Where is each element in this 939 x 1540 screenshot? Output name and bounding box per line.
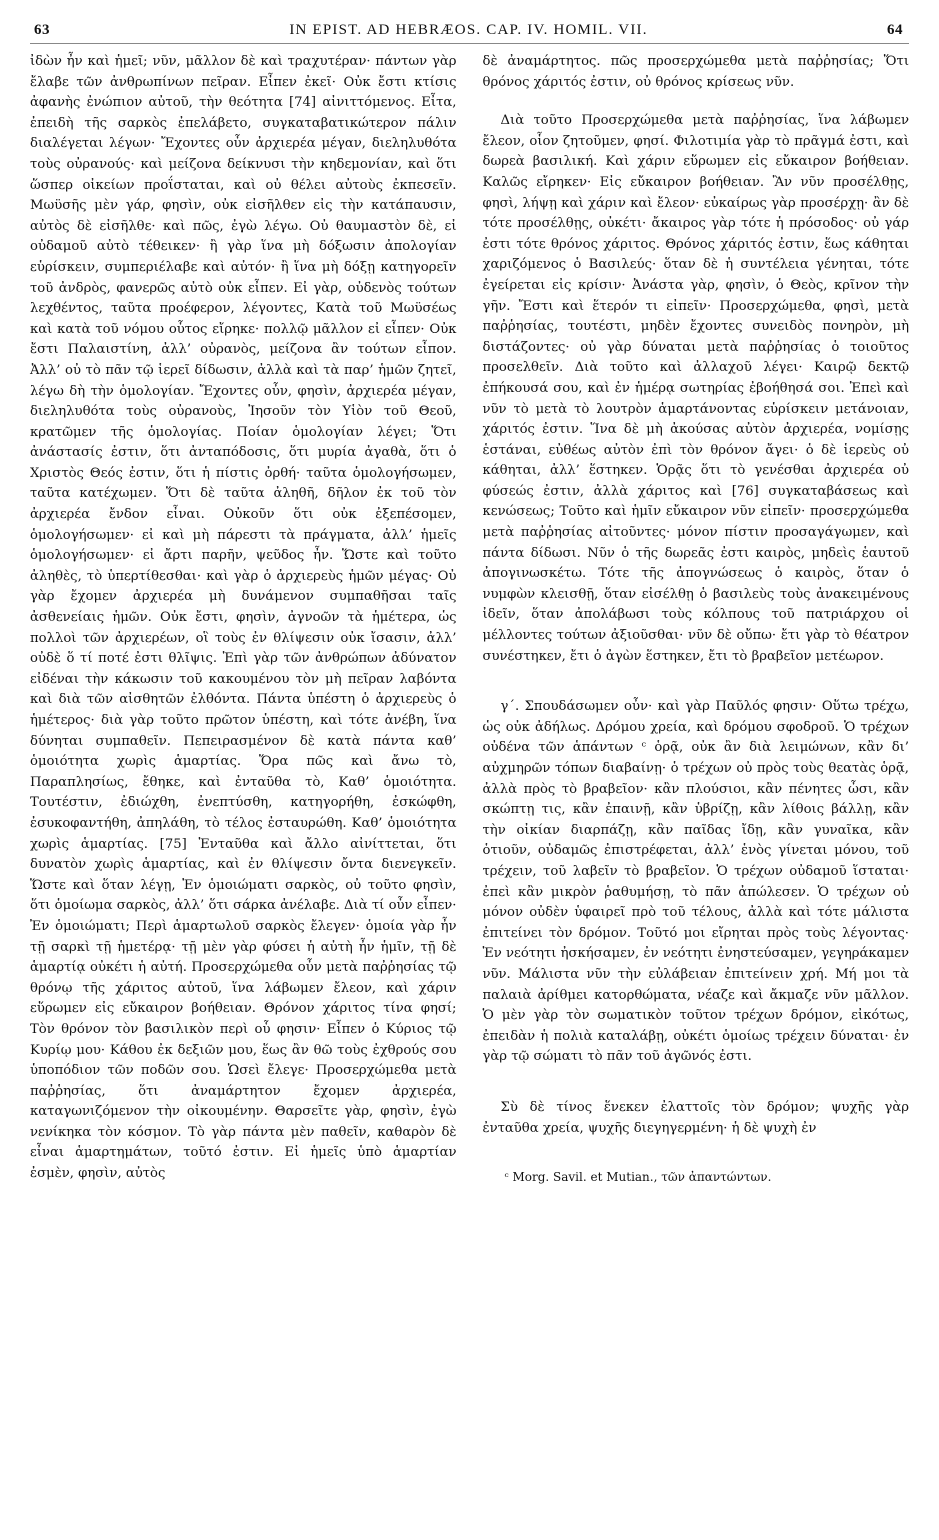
running-header bbox=[30, 22, 909, 44]
left-paragraph-1: ἰδὼν ἦν καὶ ἡμεῖ; νῦν, μᾶλλον δὲ καὶ τραχυτέραν· πάντων γὰρ ἔλαβε τῶν ἀνθρωπίνων πεῖραν. Εἶπεν ἐκεῖ· Οὐκ ἔστι κτίσις ἀφανὴς ἐνώπιον αὐτοῦ, τὴν θεότητα [74] αἰνιττόμενος. Εἶτα, ἐπειδὴ τῆς σαρκὸς ἐπελάβετο, συγκαταβατικώτερον πάλιν διαλέγεται λέγων· Ἔχοντες οὖν ἀρχιερέα μέγαν, διεληλυθότα τοὺς οὐρανούς· καὶ μείζονα δείκνυσι τὴν κηδεμονίαν, καὶ ὅτι ὥσπερ οἰκείων προΐσταται, καὶ οὐ θέλει αὐτοὺς ἐκπεσεῖν. Μωϋσῆς μὲν γάρ, φησὶν, οὐκ εἰσῆλθεν εἰς τὴν κατάπαυσιν, αὐτὸς δὲ εἰσῆλθε· καὶ πῶς, ἐγὼ λέγω. Οὐ θαυμαστὸν δὲ, εἰ οὐδαμοῦ αὐτὸ τέθεικεν· ἢ γὰρ ἵνα μὴ δόξωσιν ἀπολογίαν εὑρίσκειν, συμπεριέλαβε καὶ αὐτόν· ἢ ἵνα μὴ δόξῃ κατηγορεῖν τοῦ ἀνδρὸς, φανερῶς αὐτὸ οὐκ εἶπεν. Εἰ γὰρ, οὐδενὸς τούτων λεχθέντος, ταῦτα προέφερον, λέγοντες, Κατὰ τοῦ Μωϋσέως καὶ κατὰ τοῦ νόμου οὗτος εἴρηκε· πολλῷ μᾶλλον εἰ εἶπεν· Οὐκ ἔστι Παλαιστίνη, ἀλλ’ οὐρανὸς, μείζονα ἂν τούτων εἶπον. Ἀλλ’ οὐ τὸ πᾶν τῷ ἱερεῖ δίδωσιν, ἀλλὰ καὶ τὰ παρ’ ἡμῶν ζητεῖ, λέγω δὴ τὴν ὁμολογίαν. Ἔχοντες οὖν, φησὶν, ἀρχιερέα μέγαν, διεληλυθότα τοὺς οὐρανοὺς, Ἰησοῦν τὸν Υἱὸν τοῦ Θεοῦ, κρατῶμεν τῆς ὁμολογίας. Ποίαν ὁμολογίαν λέγει; Ὅτι ἀνάστασίς ἐστιν, ὅτι ἀνταπόδοσις, ὅτι μυρία ἀγαθὰ, ὅτι ὁ Χριστὸς Θεός ἐστιν, ὅτι ἡ πίστις ὀρθή· ταῦτα ὁμολογήσωμεν, ταῦτα κατέχωμεν. Ὅτι δὲ ταῦτα ἀληθῆ, δῆλον ἐκ τοῦ τὸν ἀρχιερέα ἔνδον εἶναι. Οὐκοῦν ὅτι οὐκ ἐξεπέσομεν, ὁμολογήσωμεν· εἰ καὶ μὴ πάρεστι τὰ πράγματα, ἀλλ’ ἡμεῖς ὁμολογήσωμεν· εἰ ἄρτι παρῆν, ψεῦδος ἦν. Ὥστε καὶ τοῦτο ἀληθὲς, τὸ ὑπερτίθεσθαι· καὶ γὰρ ὁ ἀρχιερεὺς ἡμῶν μέγας· Οὐ γὰρ ἔχομεν ἀρχιερέα μὴ δυνάμενον συμπαθῆσαι ταῖς ἀσθενείαις ἡμῶν. Οὐκ ἔστι, φησὶν, ἀγνοῶν τὰ ἡμέτερα, ὡς πολλοὶ τῶν ἀρχιερέων, οἳ τοὺς ἐν θλίψεσιν οὐκ ἴσασιν, ἀλλ’ οὐδὲ ὅ τί ποτέ ἐστι θλῖψις. Ἐπὶ γὰρ τῶν ἀνθρώπων ἀδύνατον εἰδέναι τὴν κάκωσιν τοῦ κακουμένου τὸν μὴ πεῖραν λαβόντα καὶ διὰ τῶν αἰσθητῶν ἐλθόντα. Πάντα ὑπέστη ὁ ἀρχιερεὺς ὁ ἡμέτερος· διὰ γὰρ τοῦτο πρῶτον ὑπέστη, καὶ τότε ἀνέβη, ἵνα δύνηται συμπαθεῖν. Πεπειρασμένον δὲ κατὰ πάντα καθ’ ὁμοιότητα χωρὶς ἁμαρτίας. Ὅρα πῶς καὶ ἄνω τὸ, Παραπλησίως, ἔθηκε, καὶ ἐνταῦθα τὸ, Καθ’ ὁμοιότητα. Τουτέστιν, ἐδιώχθη, ἐνεπτύσθη, κατηγορήθη, ἐσκώφθη, ἐσυκοφαντήθη, ἀπηλάθη, τὸ τέλος ἐσταυρώθη. Καθ’ ὁμοιότητα χωρὶς ἁμαρτίας. [75] Ἐνταῦθα καὶ ἄλλο αἰνίττεται, ὅτι δυνατὸν χωρὶς ἁμαρτίας, καὶ ἐν θλίψεσιν ὄντα διενεγκεῖν. Ὥστε καὶ ὅταν λέγῃ, Ἐν ὁμοιώματι σαρκὸς, οὐ τοῦτο φησὶν, ὅτι ὁμοίωμα σαρκὸς, ἀλλ’ ὅτι σάρκα ἀνέλαβε. Διὰ τί οὖν εἶπεν· Ἐν ὁμοιώματι; Περὶ ἁμαρτωλοῦ σαρκὸς ἔλεγεν· ὁμοία γὰρ ἦν τῇ σαρκὶ τῇ ἡμετέρᾳ· τῇ μὲν γὰρ φύσει ἡ αὐτὴ ἦν ἡμῖν, τῇ δὲ ἁμαρτίᾳ οὐκέτι ἡ αὐτή. Προσερχώμεθα οὖν μετὰ παῤῥησίας τῷ θρόνῳ τῆς χάριτος αὐτοῦ, ἵνα λάβωμεν ἔλεον, καὶ χάριν εὕρωμεν εἰς εὔκαιρον βοήθειαν. Θρόνον χάριτος τίνα φησί; Τὸν θρόνον τὸν βασιλικὸν περὶ οὗ φησιν· Εἶπεν ὁ Κύριος τῷ Κυρίῳ μου· Κάθου ἐκ δεξιῶν μου, ἕως ἂν θῶ τοὺς ἐχθρούς σου ὑποπόδιον τῶν ποδῶν σου. Ὡσεὶ ἔλεγε· Προσερχώμεθα μετὰ παῤῥησίας, ὅτι ἀναμάρτητον ἔχομεν ἀρχιερέα, καταγωνιζόμενον τὴν οἰκουμένην. Θαρσεῖτε γὰρ, φησὶν, ἐγὼ νενίκηκα τὸν κόσμον. Τὸ γὰρ πάντα μὲν παθεῖν, καθαρὸν δὲ εἶναι ἁμαρτημάτων, τοῦτό ἐστιν. Εἰ ἡμεῖς ὑπὸ ἁμαρτίαν ἐσμὲν, φησὶν, αὐτὸς bbox=[30, 54, 457, 1182]
right-paragraph-4: Σὺ δὲ τίνος ἕνεκεν ἐλαττοῖς τὸν δρόμον; ψυχῆς γὰρ ἐνταῦθα χρεία, ψυχῆς διεγηγερμένη· ἡ δὲ ψυχὴ ἐν bbox=[482, 1099, 909, 1136]
running-title: IN EPIST. AD HEBRÆOS. CAP. IV. HOMIL. VII. bbox=[289, 22, 648, 38]
right-paragraph-1: δὲ ἀναμάρτητος. πῶς προσερχώμεθα μετὰ παῤῥησίας; Ὅτι θρόνος χάριτός ἐστιν, οὐ θρόνος κρίσεως νῦν. bbox=[482, 54, 909, 90]
left-page-number: 63 bbox=[34, 22, 50, 38]
text-columns bbox=[30, 52, 909, 1185]
footnote: ᶜ Morg. Savil. et Mutian., τῶν ἀπαντώντων. bbox=[504, 1170, 772, 1185]
right-paragraph-3: γ΄. Σπουδάσωμεν οὖν· καὶ γὰρ Παῦλός φησιν· Οὕτω τρέχω, ὡς οὐκ ἀδήλως. Δρόμου χρεία, καὶ δρόμου σφοδροῦ. Ὁ τρέχων οὐδένα τῶν ἁπάντων ᶜ ὁρᾷ, οὐκ ἂν διὰ λειμώνων, κἂν δι’ αὐχμηρῶν τόπων διαβαίνῃ· ὁ τρέχων οὐ πρὸς τοὺς θεατὰς ὁρᾷ, ἀλλὰ πρὸς τὸ βραβεῖον· κἂν πλούσιοι, κἂν πένητες ὦσι, κἂν σκώπτῃ τις, κἂν ἐπαινῇ, κἂν ὑβρίζῃ, κἂν λίθοις βάλλῃ, κἂν τὴν οἰκίαν διαρπάζῃ, κἂν παῖδας ἴδῃ, κἂν γυναῖκα, κἂν ὁτιοῦν, οὐδαμῶς ἐπιστρέφεται, ἀλλ’ ἑνὸς γίνεται μόνου, τοῦ τρέχειν, τοῦ λαβεῖν τὸ βραβεῖον. Ὁ τρέχων οὐδαμοῦ ἵσταται· ἐπεὶ κἂν μικρὸν ῥαθυμήσῃ, τὸ πᾶν ἀπώλεσεν. Ὁ τρέχων οὐ μόνον οὐδὲν ὑφαιρεῖ πρὸ τοῦ τέλους, ἀλλὰ καὶ τότε μάλιστα ἐπιτείνει τὸν δρόμον. Τοῦτό μοι εἴρηται πρὸς τοὺς λέγοντας· Ἐν νεότητι ἠσκήσαμεν, ἐν νεότητι ἐνηστεύσαμεν, γεγηράκαμεν νῦν. Μάλιστα νῦν τὴν εὐλάβειαν ἐπιτείνειν χρή. Μή μοι τὰ παλαιὰ ἀρίθμει κατορθώματα, νέαζε καὶ ἄκμαζε νῦν μᾶλλον. Ὁ μὲν γὰρ τὸν σωματικὸν τοῦτον τρέχων δρόμον, εἰκότως, ἐπειδὰν ἡ πολιὰ καταλάβῃ, οὐκέτι ὁμοίως τρέχειν δύναται· ἐν γὰρ τῷ σώματι τὸ πᾶν τοῦ ἀγῶνός ἐστι. bbox=[482, 699, 909, 1065]
right-column bbox=[483, 52, 910, 1185]
right-page-number: 64 bbox=[886, 22, 903, 38]
right-paragraph-2: Διὰ τοῦτο Προσερχώμεθα μετὰ παῤῥησίας, ἵνα λάβωμεν ἔλεον, οἷον ζητοῦμεν, φησί. Φιλοτιμία γὰρ τὸ πρᾶγμά ἐστι, καὶ δωρεὰ βασιλική. Καὶ χάριν εὕρωμεν εἰς εὔκαιρον βοήθειαν. Καλῶς εἴρηκεν· Εἰς εὔκαιρον βοήθειαν. Ἂν νῦν προσέλθῃς, φησὶ, λήψῃ καὶ χάριν καὶ ἔλεον· εὐκαίρως γὰρ προσέρχῃ· ἂν δὲ τότε προσέλθῃς, οὐκέτι· ἄκαιρος γὰρ τότε ἡ πρόσοδος· οὐ γάρ ἐστι τότε θρόνος χάριτος. Θρόνος χάριτός ἐστιν, ἕως κάθηται χαριζόμενος ὁ Βασιλεύς· ὅταν δὲ ἡ συντέλεια γένηται, τότε ἐγείρεται εἰς κρίσιν· Ἀνάστα γὰρ, φησὶν, ὁ Θεὸς, κρῖνον τὴν γῆν. Ἔστι καὶ ἕτερόν τι εἰπεῖν· Προσερχώμεθα, φησὶ, μετὰ παῤῥησίας, τουτέστι, μηδὲν ἔχοντες συνειδὸς πονηρὸν, μὴ διστάζοντες· οὐ γὰρ δύναται μετὰ παῤῥησίας ὁ τοιοῦτος προσελθεῖν. Διὰ τοῦτο καὶ ἀλλαχοῦ λέγει· Καιρῷ δεκτῷ ἐπήκουσά σου, καὶ ἐν ἡμέρᾳ σωτηρίας ἐβοήθησά σοι. Ἐπεὶ καὶ νῦν τὸ μετὰ τὸ λουτρὸν ἁμαρτάνοντας εὑρίσκειν μετάνοιαν, χάριτός ἐστιν. Ἵνα δὲ μὴ ἀκούσας αὐτὸν ἀρχιερέα, νομίσῃς ἑστάναι, εὐθέως αὐτὸν ἐπὶ τὸν θρόνον ἄγει· ὁ δὲ ἱερεὺς οὐ κάθηται, ἀλλ’ ἕστηκεν. Ὁρᾷς ὅτι τὸ γενέσθαι ἀρχιερέα οὐ φύσεώς ἐστιν, ἀλλὰ χάριτος καὶ [76] συγκαταβάσεως καὶ κενώσεως; Τοῦτο καὶ ἡμῖν εὔκαιρον νῦν εἰπεῖν· προσερχώμεθα μετὰ παῤῥησίας αἰτοῦντες· μόνον πίστιν προσαγάγωμεν, καὶ πάντα δίδωσι. Νῦν ὁ τῆς δωρεᾶς ἐστι καιρὸς, μηδεὶς ἑαυτοῦ ἀπογινωσκέτω. Τότε τῆς ἀπογνώσεως ὁ καιρὸς, ὅταν ὁ νυμφὼν κλεισθῇ, ὅταν εἰσέλθῃ ὁ βασιλεὺς τοὺς ἀνακειμένους ἰδεῖν, ὅταν ἀπολάβωσι τοὺς κόλπους τοῦ πατριάρχου οἱ μέλλοντες τούτων ἀξιοῦσθαι· νῦν δὲ οὔπω· ἔτι γὰρ τὸ θέατρον συνέστηκεν, ἔτι ὁ ἀγὼν ἕστηκεν, ἔτι τὸ βραβεῖον μετέωρον. bbox=[482, 113, 909, 664]
left-column bbox=[30, 52, 457, 1185]
